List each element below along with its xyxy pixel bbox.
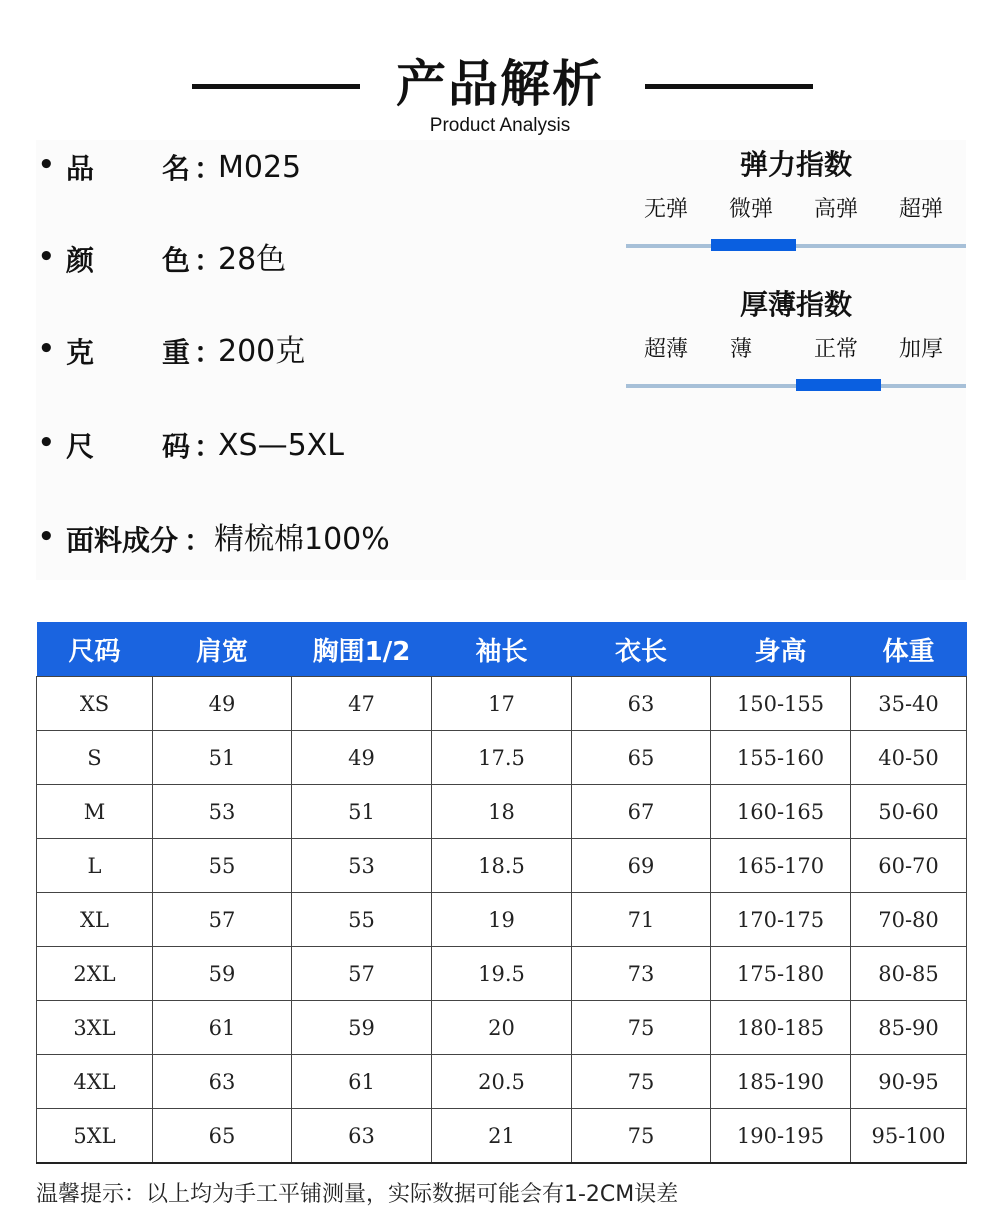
table-cell: M [37, 785, 153, 839]
table-cell: 57 [292, 947, 432, 1001]
table-cell: 61 [153, 1001, 292, 1055]
table-cell: 170-175 [711, 893, 851, 947]
table-cell: 165-170 [711, 839, 851, 893]
info-label-weight: 克 重 [66, 336, 190, 369]
table-cell: 55 [292, 893, 432, 947]
page-title: 产品解析 [396, 55, 604, 113]
table-cell: 53 [153, 785, 292, 839]
table-row [37, 1109, 967, 1164]
table-cell: 17.5 [432, 731, 572, 785]
table-cell: 49 [153, 677, 292, 731]
table-cell: 185-190 [711, 1055, 851, 1109]
page-header [0, 50, 1000, 145]
column-header: 尺码 [37, 622, 153, 677]
info-value-color: 28色 [218, 242, 287, 277]
table-cell: 50-60 [851, 785, 967, 839]
table-cell: 75 [572, 1001, 711, 1055]
measurement-note: 温馨提示：以上均为手工平铺测量，实际数据可能会有1-2CM误差 [36, 1182, 679, 1207]
table-cell: 65 [572, 731, 711, 785]
column-header: 衣长 [572, 622, 711, 677]
table-cell: S [37, 731, 153, 785]
table-row [37, 839, 967, 893]
table-cell: 18.5 [432, 839, 572, 893]
table-cell: 85-90 [851, 1001, 967, 1055]
elasticity-index [626, 148, 966, 258]
table-cell: XS [37, 677, 153, 731]
table-cell: 2XL [37, 947, 153, 1001]
table-row [37, 1055, 967, 1109]
info-value-fabric: 精梳棉100% [214, 522, 390, 557]
table-cell: 59 [153, 947, 292, 1001]
table-cell: 190-195 [711, 1109, 851, 1164]
page-subtitle: Product Analysis [429, 115, 571, 136]
table-cell: 63 [292, 1109, 432, 1164]
table-cell: 18 [432, 785, 572, 839]
table-row [37, 677, 967, 731]
table-cell: 180-185 [711, 1001, 851, 1055]
table-cell: 20 [432, 1001, 572, 1055]
table-cell: 160-165 [711, 785, 851, 839]
table-header-row [37, 622, 967, 677]
table-cell: 70-80 [851, 893, 967, 947]
size-chart-table [36, 622, 967, 1164]
thickness-option: 薄 [729, 337, 752, 362]
info-row-weight: • 克 重 ： 200克 [38, 334, 306, 369]
bullet-icon: • [38, 150, 55, 180]
info-value-weight: 200克 [218, 334, 306, 369]
table-cell: 90-95 [851, 1055, 967, 1109]
elasticity-title: 弹力指数 [739, 148, 852, 181]
info-label-fabric: 面料成分 [66, 524, 179, 557]
table-cell: 4XL [37, 1055, 153, 1109]
table-cell: 35-40 [851, 677, 967, 731]
table-cell: 67 [572, 785, 711, 839]
table-cell: 73 [572, 947, 711, 1001]
table-cell: XL [37, 893, 153, 947]
info-value-size: XS—5XL [218, 428, 344, 463]
info-row-size: • 尺 码 ： XS—5XL [38, 428, 344, 463]
thickness-selected-marker [796, 379, 881, 391]
bullet-icon: • [38, 334, 55, 364]
thickness-index [626, 288, 966, 398]
table-row [37, 785, 967, 839]
table-cell: 49 [292, 731, 432, 785]
thickness-option: 正常 [813, 337, 858, 362]
bullet-icon: • [38, 242, 55, 272]
table-cell: 71 [572, 893, 711, 947]
table-cell: 19.5 [432, 947, 572, 1001]
info-value-name: M025 [218, 150, 302, 185]
column-header: 体重 [851, 622, 967, 677]
elasticity-track [626, 244, 966, 248]
column-header: 袖长 [432, 622, 572, 677]
table-cell: 75 [572, 1055, 711, 1109]
table-cell: 150-155 [711, 677, 851, 731]
table-cell: 51 [153, 731, 292, 785]
table-cell: 17 [432, 677, 572, 731]
info-row-fabric: • 面料成分 ： 精梳棉100% [38, 522, 390, 557]
elasticity-option: 无弹 [643, 197, 688, 222]
table-row [37, 893, 967, 947]
table-cell: 55 [153, 839, 292, 893]
elasticity-option: 微弹 [728, 197, 773, 222]
table-cell: 40-50 [851, 731, 967, 785]
thickness-option: 加厚 [898, 337, 943, 362]
table-cell: 19 [432, 893, 572, 947]
info-row-name: • 品 名 ： M025 [38, 150, 302, 185]
elasticity-option: 高弹 [813, 197, 858, 222]
info-label-color: 颜 色 [66, 244, 190, 277]
table-row [37, 1001, 967, 1055]
table-cell: 20.5 [432, 1055, 572, 1109]
info-row-color: • 颜 色 ： 28色 [38, 242, 287, 277]
table-cell: 155-160 [711, 731, 851, 785]
table-cell: 63 [572, 677, 711, 731]
table-cell: 175-180 [711, 947, 851, 1001]
table-cell: 57 [153, 893, 292, 947]
table-row [37, 731, 967, 785]
table-cell: 80-85 [851, 947, 967, 1001]
column-header: 肩宽 [153, 622, 292, 677]
table-cell: 3XL [37, 1001, 153, 1055]
column-header: 身高 [711, 622, 851, 677]
table-cell: 95-100 [851, 1109, 967, 1164]
table-cell: 69 [572, 839, 711, 893]
bullet-icon: • [38, 428, 55, 458]
info-label-name: 品 名 [66, 152, 190, 185]
thickness-option: 超薄 [643, 337, 688, 362]
info-label-size: 尺 码 [66, 430, 190, 463]
table-cell: 59 [292, 1001, 432, 1055]
table-cell: 60-70 [851, 839, 967, 893]
table-cell: 63 [153, 1055, 292, 1109]
table-cell: 21 [432, 1109, 572, 1164]
column-header: 胸围1/2 [292, 622, 432, 677]
table-cell: L [37, 839, 153, 893]
elasticity-selected-marker [711, 239, 796, 251]
table-row [37, 947, 967, 1001]
table-cell: 51 [292, 785, 432, 839]
table-cell: 65 [153, 1109, 292, 1164]
bullet-icon: • [38, 522, 55, 552]
thickness-title: 厚薄指数 [739, 288, 852, 321]
table-cell: 61 [292, 1055, 432, 1109]
table-cell: 53 [292, 839, 432, 893]
elasticity-option: 超弹 [898, 197, 943, 222]
table-cell: 47 [292, 677, 432, 731]
table-cell: 75 [572, 1109, 711, 1164]
table-cell: 5XL [37, 1109, 153, 1164]
